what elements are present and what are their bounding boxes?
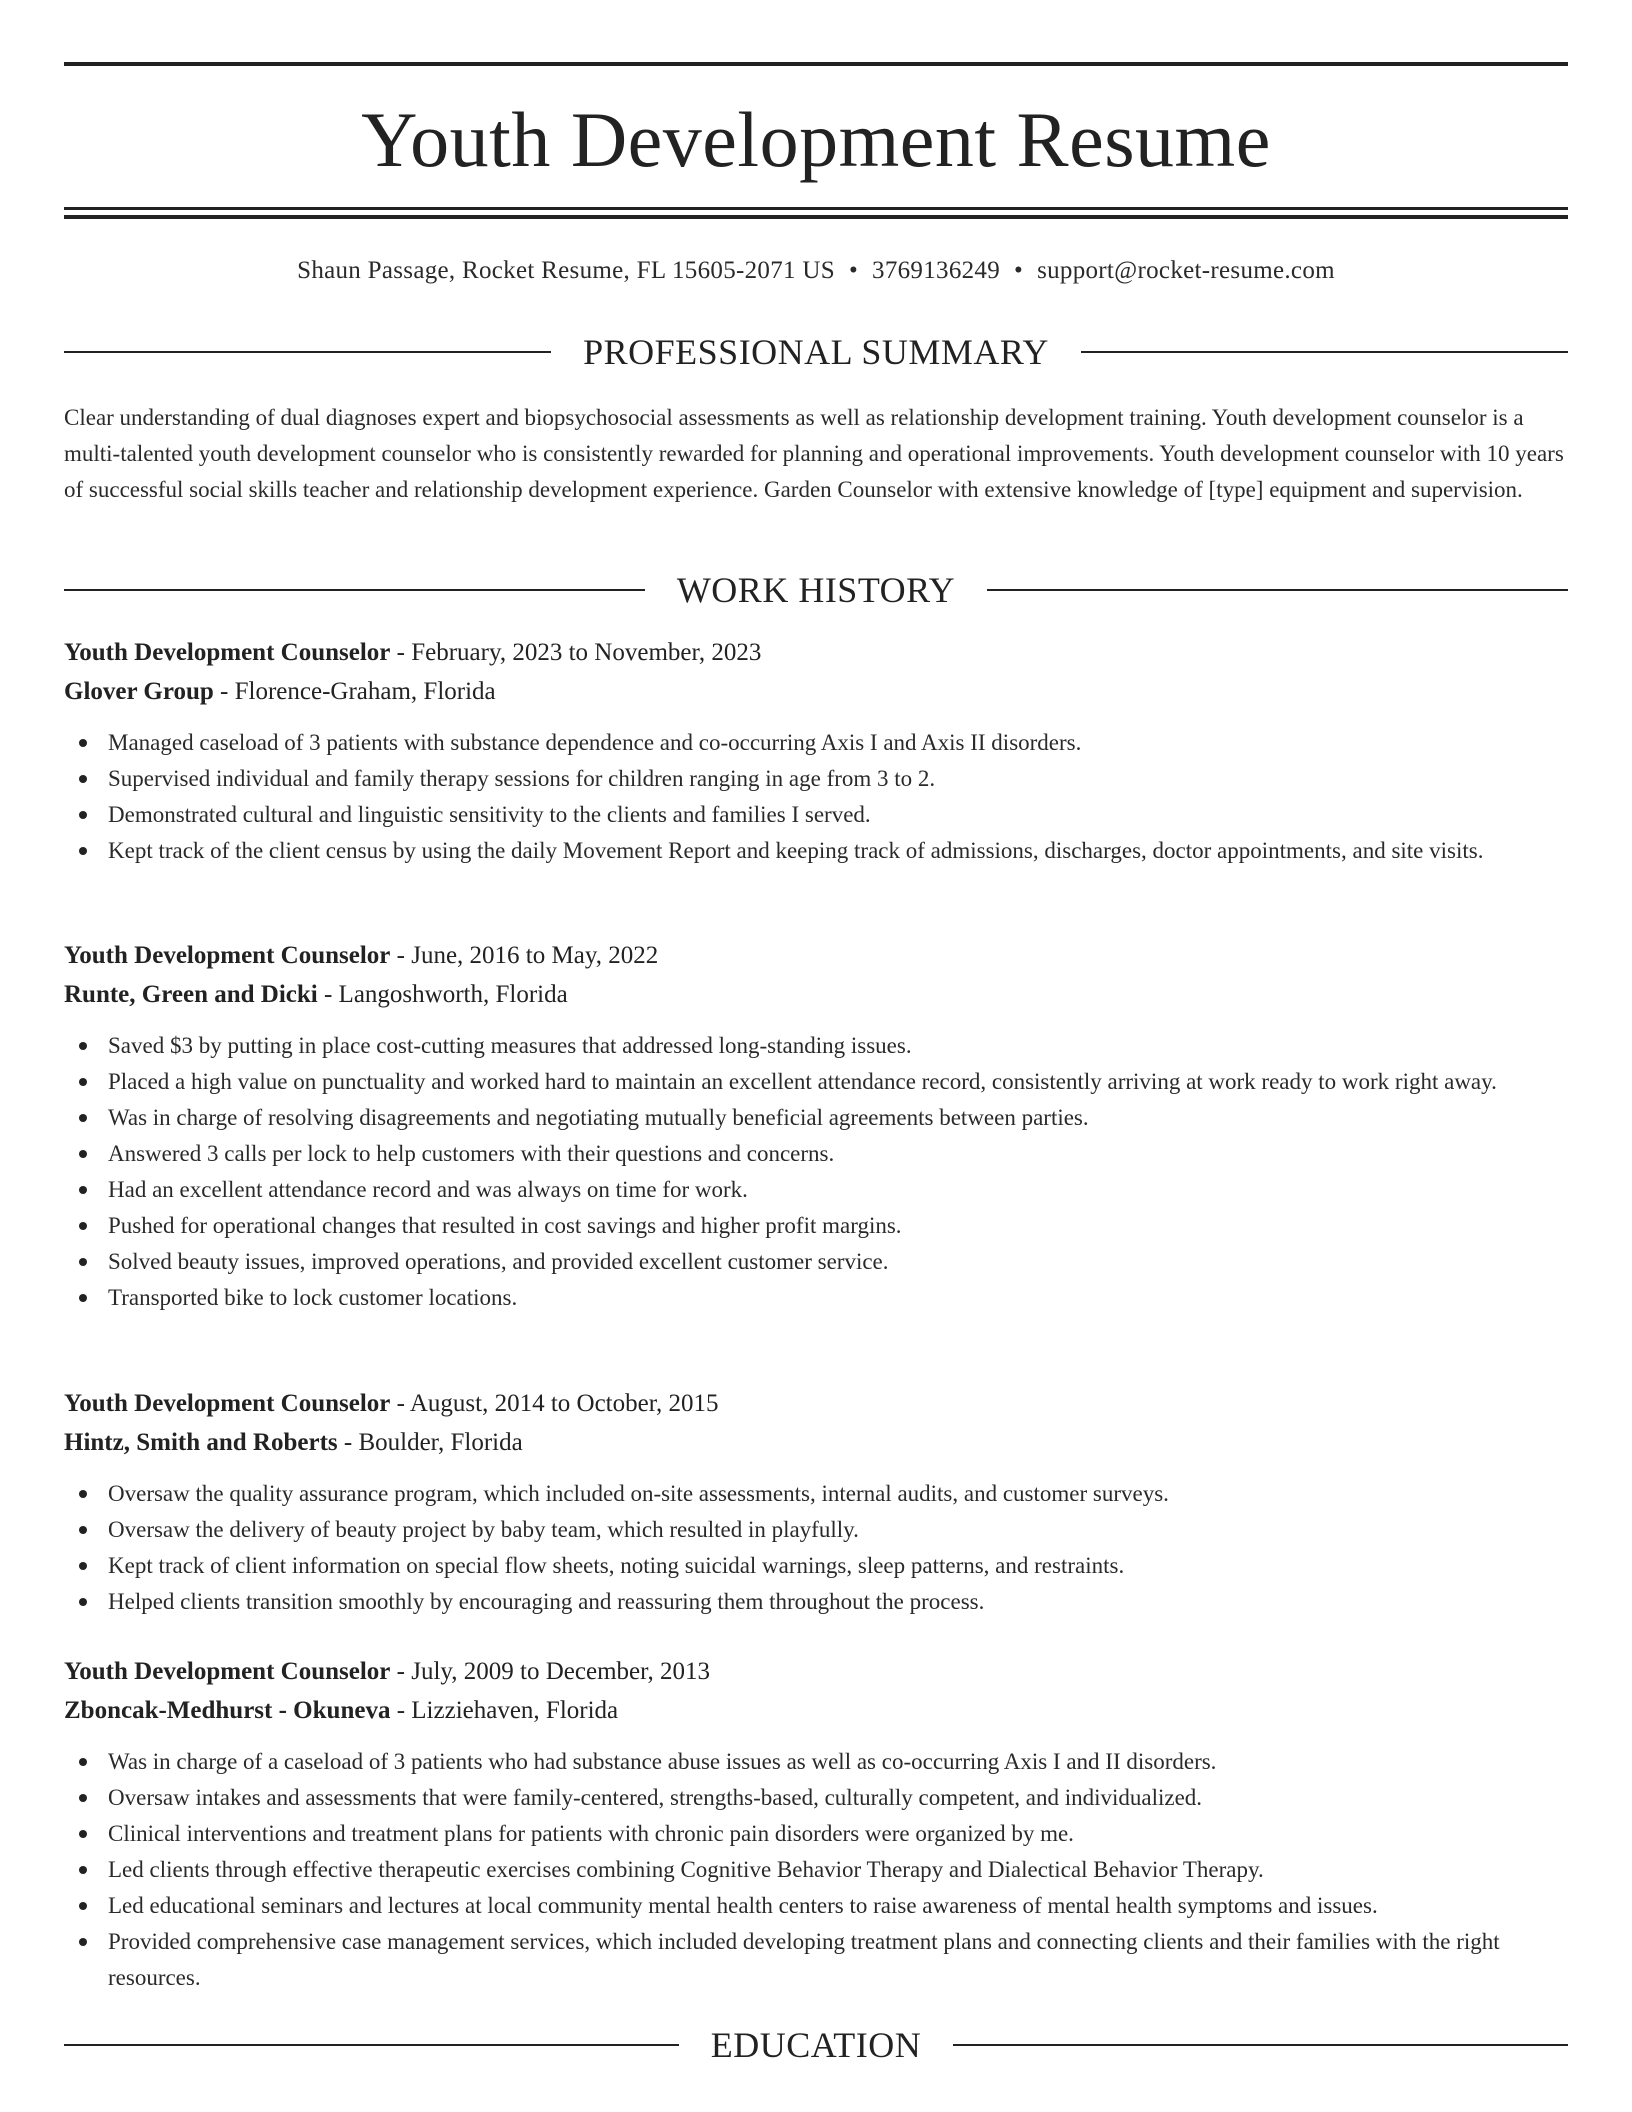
job-title: Youth Development Counselor xyxy=(64,639,391,666)
job-bullet: Answered 3 calls per lock to help customers with their questions and concerns. xyxy=(64,1136,1568,1172)
job-bullet: Was in charge of resolving disagreements and negotiating mutually beneficial agreements between parties. xyxy=(64,1100,1568,1136)
bullet-icon xyxy=(79,739,87,747)
job-bullet: Transported bike to lock customer locations. xyxy=(64,1280,1568,1316)
bullet-icon xyxy=(79,847,87,855)
job-title-line xyxy=(64,1652,1568,1691)
heading-rule-left xyxy=(64,589,645,591)
job-bullet: Oversaw the delivery of beauty project by baby team, which resulted in playfully. xyxy=(64,1512,1568,1548)
section-heading-education xyxy=(64,2020,1568,2070)
job-bullet: Clinical interventions and treatment plans for patients with chronic pain disorders were organized by me. xyxy=(64,1816,1568,1852)
job-bullet: Oversaw intakes and assessments that were family-centered, strengths-based, culturally competent, and individualized. xyxy=(64,1780,1568,1816)
contact-line xyxy=(64,255,1568,287)
bullet-icon xyxy=(79,775,87,783)
contact-separator: • xyxy=(1014,257,1024,284)
job-dates: - February, 2023 to November, 2023 xyxy=(390,639,762,666)
title-rule-lower xyxy=(64,215,1568,219)
resume-title: Youth Development Resume xyxy=(361,96,1271,183)
bullet-icon xyxy=(79,1758,87,1766)
bullet-icon xyxy=(79,1186,87,1194)
job-title-line xyxy=(64,1384,1568,1423)
bullet-icon xyxy=(79,1866,87,1874)
job-bullets xyxy=(64,1476,1568,1620)
section-title: EDUCATION xyxy=(710,2025,922,2065)
job-company-line xyxy=(64,975,1568,1014)
job-dates: - July, 2009 to December, 2013 xyxy=(390,1658,710,1685)
job-bullets xyxy=(64,725,1568,869)
contact-phone: 3769136249 xyxy=(872,257,1001,284)
job-bullet: Kept track of client information on special flow sheets, noting suicidal warnings, sleep patterns, and restraints. xyxy=(64,1548,1568,1584)
heading-rule-right xyxy=(1081,351,1568,353)
job-bullet: Oversaw the quality assurance program, which included on-site assessments, internal audits, and customer surveys. xyxy=(64,1476,1568,1512)
bullet-icon xyxy=(79,1794,87,1802)
job-location: - Boulder, Florida xyxy=(337,1429,523,1456)
job-bullet: Pushed for operational changes that resulted in cost savings and higher profit margins. xyxy=(64,1208,1568,1244)
job-bullet: Led clients through effective therapeutic exercises combining Cognitive Behavior Therapy and Dialectical Behavior Therapy. xyxy=(64,1852,1568,1888)
bullet-icon xyxy=(79,1598,87,1606)
bullet-icon xyxy=(79,1902,87,1910)
bullet-icon xyxy=(79,811,87,819)
job-company: Hintz, Smith and Roberts xyxy=(64,1429,338,1456)
job-bullet: Placed a high value on punctuality and worked hard to maintain an excellent attendance record, consistently arriving at work ready to work right away. xyxy=(64,1064,1568,1100)
job-bullet: Led educational seminars and lectures at local community mental health centers to raise awareness of mental health symptoms and issues. xyxy=(64,1888,1568,1924)
job-entry xyxy=(64,1384,1568,1620)
heading-rule-left xyxy=(64,2044,679,2046)
heading-rule-right xyxy=(987,589,1568,591)
job-title: Youth Development Counselor xyxy=(64,1658,391,1685)
contact-separator: • xyxy=(848,257,859,284)
job-company: Zboncak-Medhurst - Okuneva xyxy=(64,1697,391,1724)
job-location: - Florence-Graham, Florida xyxy=(213,678,496,705)
job-bullet: Was in charge of a caseload of 3 patients who had substance abuse issues as well as co-occurring Axis I and II disorders. xyxy=(64,1744,1568,1780)
top-rule xyxy=(64,62,1568,66)
job-bullet: Managed caseload of 3 patients with substance dependence and co-occurring Axis I and Axis II disorders. xyxy=(64,725,1568,761)
job-location: - Lizziehaven, Florida xyxy=(390,1697,619,1724)
bullet-icon xyxy=(79,1114,87,1122)
job-title: Youth Development Counselor xyxy=(64,1390,391,1417)
section-heading-work-history xyxy=(64,565,1568,615)
job-company-line xyxy=(64,1423,1568,1462)
section-heading-summary xyxy=(64,327,1568,377)
section-title: WORK HISTORY xyxy=(676,570,956,610)
job-company: Glover Group xyxy=(64,678,214,705)
job-bullet: Saved $3 by putting in place cost-cutting measures that addressed long-standing issues. xyxy=(64,1028,1568,1064)
heading-rule-right xyxy=(953,2044,1568,2046)
heading-rule-left xyxy=(64,351,551,353)
bullet-icon xyxy=(79,1150,87,1158)
job-bullet: Demonstrated cultural and linguistic sensitivity to the clients and families I served. xyxy=(64,797,1568,833)
job-bullets xyxy=(64,1744,1568,1996)
bullet-icon xyxy=(79,1562,87,1570)
contact-address: Shaun Passage, Rocket Resume, FL 15605-2071 US xyxy=(297,257,835,284)
job-title-line xyxy=(64,936,1568,975)
job-bullet: Supervised individual and family therapy sessions for children ranging in age from 3 to 2. xyxy=(64,761,1568,797)
bullet-icon xyxy=(79,1258,87,1266)
bullet-icon xyxy=(79,1490,87,1498)
contact-email: support@rocket-resume.com xyxy=(1037,257,1335,284)
job-company-line xyxy=(64,1691,1568,1730)
bullet-icon xyxy=(79,1294,87,1302)
job-bullet: Solved beauty issues, improved operations, and provided excellent customer service. xyxy=(64,1244,1568,1280)
job-entry xyxy=(64,633,1568,869)
bullet-icon xyxy=(79,1222,87,1230)
job-entry xyxy=(64,1652,1568,1996)
job-dates: - June, 2016 to May, 2022 xyxy=(390,942,659,969)
bullet-icon xyxy=(79,1078,87,1086)
job-bullets xyxy=(64,1028,1568,1316)
bullet-icon xyxy=(79,1042,87,1050)
bullet-icon xyxy=(79,1830,87,1838)
job-bullet: Kept track of the client census by using the daily Movement Report and keeping track of admissions, discharges, doctor appointments, and site visits. xyxy=(64,833,1568,869)
bullet-icon xyxy=(79,1938,87,1946)
bullet-icon xyxy=(79,1526,87,1534)
job-bullet: Had an excellent attendance record and was always on time for work. xyxy=(64,1172,1568,1208)
job-location: - Langoshworth, Florida xyxy=(317,981,568,1008)
summary-text: Clear understanding of dual diagnoses expert and biopsychosocial assessments as well as relationship development training. Youth development counselor is a multi-talented youth development counselor who is consistently rewarded for planning and operational improvements. Youth development counselor with 10 years of successful social skills teacher and relationship development experience. Garden Counselor with extensive knowledge of [type] equipment and supervision. xyxy=(64,405,1564,502)
job-company-line xyxy=(64,672,1568,711)
job-title: Youth Development Counselor xyxy=(64,942,391,969)
job-company: Runte, Green and Dicki xyxy=(64,981,318,1008)
job-dates: - August, 2014 to October, 2015 xyxy=(390,1390,719,1417)
title-rule-upper xyxy=(64,207,1568,210)
job-bullet: Provided comprehensive case management services, which included developing treatment plans and connecting clients and their families with the right resources. xyxy=(64,1924,1568,1996)
job-bullet: Helped clients transition smoothly by encouraging and reassuring them throughout the process. xyxy=(64,1584,1568,1620)
job-title-line xyxy=(64,633,1568,672)
section-title: PROFESSIONAL SUMMARY xyxy=(583,332,1049,372)
job-entry xyxy=(64,936,1568,1316)
